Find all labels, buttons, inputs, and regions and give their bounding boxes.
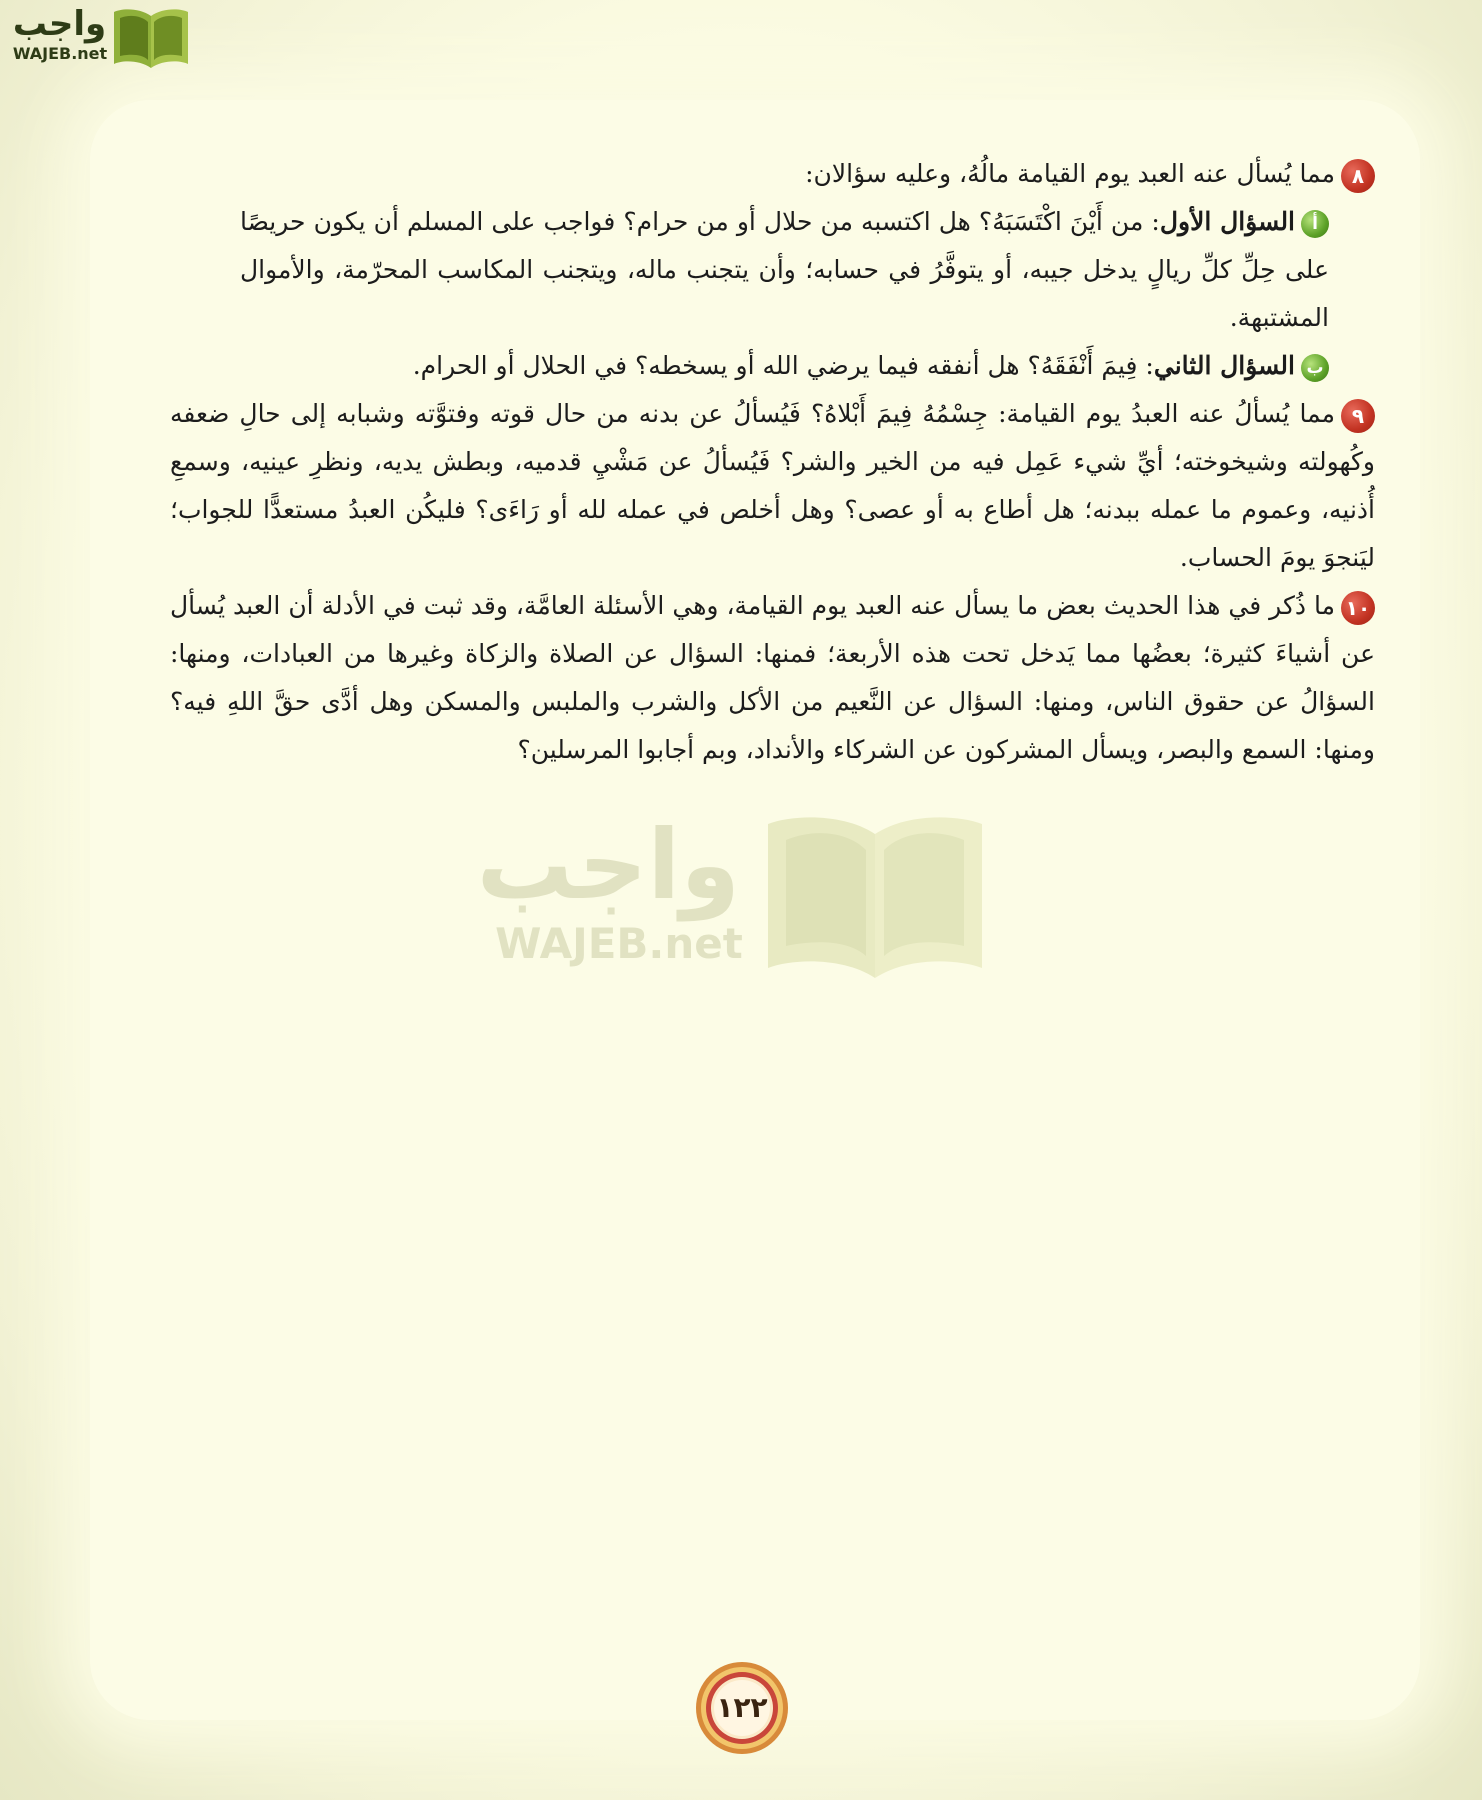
- watermark: [476, 809, 1010, 990]
- sub-item-letter-badge: ب: [1301, 354, 1329, 382]
- item-text: مما يُسألُ عنه العبدُ يوم القيامة: جِسْمُهُ فِيمَ أَبْلاهُ؟ فَيُسألُ عن بدنه من حال قوته وفتوَّته وشبابه إلى حالِ ضعفه وكُهولته وشيخوخته؛ أيِّ شيء عَمِل فيه من الخير والشر؟ فَيُسألُ عن مَشْيِ قدميه، وبطش يديه، ونظرِ عينيه، وسمعِ أُذنيه، وعموم ما عمله ببدنه؛ هل أطاع به أو عصى؟ وهل أخلص في عمله لله أو رَاءَى؟ فليكُن العبدُ مستعدًّا للجواب؛ ليَنجوَ يومَ الحساب.: [170, 399, 1375, 572]
- sub-list-item: [170, 198, 1375, 342]
- sub-item-text: : من أَيْنَ اكْتَسَبَهُ؟ هل اكتسبه من حلال أو من حرام؟ فواجب على المسلم أن يكون حريصًا على حِلِّ كلِّ ريالٍ يدخل جيبه، أو يتوفَّرُ في حسابه؛ وأن يتجنب ماله، ويتجنب المكاسب المحرّمة، والأموال المشتبهة.: [240, 207, 1329, 332]
- page-number: ١٢٢: [716, 1691, 768, 1724]
- sub-item-text: : فِيمَ أَنْفَقَهُ؟ هل أنفقه فيما يرضي الله أو يسخطه؟ في الحلال أو الحرام.: [412, 351, 1154, 380]
- watermark-arabic: واجب: [476, 809, 740, 921]
- logo-english-text: WAJEB.net: [12, 44, 108, 63]
- wajeb-logo[interactable]: [10, 4, 190, 66]
- item-text: مما يُسأل عنه العبد يوم القيامة مالُهُ، وعليه سؤالان:: [805, 159, 1335, 188]
- list-item: [170, 582, 1375, 774]
- logo-arabic-text: واجب: [12, 4, 107, 44]
- item-number-badge: ١٠: [1341, 591, 1375, 625]
- item-number-badge: ٨: [1341, 159, 1375, 193]
- question-title: السؤال الأول: [1159, 207, 1296, 236]
- page-number-medallion: [694, 1660, 790, 1756]
- watermark-english: WAJEB.net: [495, 919, 743, 968]
- sub-list-item: [170, 342, 1375, 390]
- page-content: [170, 150, 1375, 774]
- sub-item-letter-badge: أ: [1301, 210, 1329, 238]
- list-item: [170, 390, 1375, 582]
- item-text: ما ذُكر في هذا الحديث بعض ما يسأل عنه العبد يوم القيامة، وهي الأسئلة العامَّة، وقد ثبت في الأدلة أن العبد يُسأل عن أشياءَ كثيرة؛ بعضُها مما يَدخل تحت هذه الأربعة؛ فمنها: السؤال عن الصلاة والزكاة وغيرها من العبادات، ومنها: السؤالُ عن حقوق الناس، ومنها: السؤال عن النَّعيم من الأكل والشرب والملبس والمسكن وهل أدَّى حقَّ اللهِ فيه؟ ومنها: السمع والبصر، ويسأل المشركون عن الشركاء والأنداد، وبم أجابوا المرسلين؟: [170, 591, 1375, 764]
- book-icon: [110, 6, 192, 70]
- question-title: السؤال الثاني: [1153, 351, 1295, 380]
- list-item: [170, 150, 1375, 198]
- watermark-book-icon: [760, 810, 990, 980]
- item-number-badge: ٩: [1341, 399, 1375, 433]
